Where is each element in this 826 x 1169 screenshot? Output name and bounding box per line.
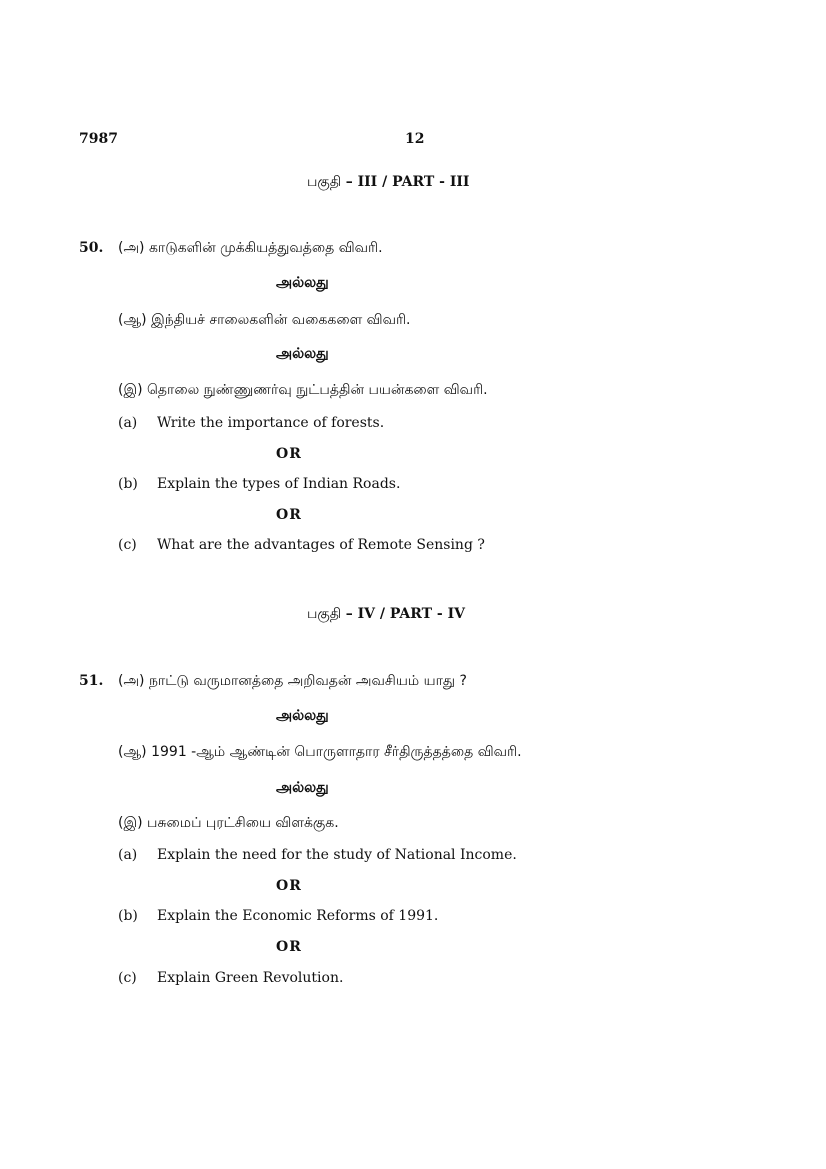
english-option-label: (b) xyxy=(118,908,138,924)
option-label: (இ) xyxy=(118,815,143,831)
option-text: நாட்டு வருமானத்தை அறிவதன் அவசியம் யாது ? xyxy=(148,673,467,689)
question-number-50: 50. xyxy=(79,240,104,256)
option-text: இந்தியச் சாலைகளின் வகைகளை விவரி. xyxy=(151,312,411,328)
section-heading-english: – III / PART - III xyxy=(345,174,470,190)
english-option-label: (c) xyxy=(118,970,137,986)
english-option-label: (b) xyxy=(118,476,138,492)
tamil-option-50-a xyxy=(118,241,383,255)
english-or-divider: OR xyxy=(276,507,302,523)
section-heading-part-iii xyxy=(307,175,469,189)
tamil-or-divider: அல்லது xyxy=(276,346,329,362)
english-or-divider: OR xyxy=(276,446,302,462)
tamil-or-divider: அல்லது xyxy=(276,275,329,291)
english-or-divider: OR xyxy=(276,878,302,894)
english-or-divider: OR xyxy=(276,939,302,955)
tamil-option-51-c xyxy=(118,816,339,830)
option-label: (அ) xyxy=(118,240,145,256)
option-label: (ஆ) xyxy=(118,744,147,760)
english-option-50-b: Explain the types of Indian Roads. xyxy=(157,476,401,492)
section-heading-tamil: பகுதி xyxy=(307,174,342,190)
english-option-label: (a) xyxy=(118,847,138,863)
option-label: (ஆ) xyxy=(118,312,147,328)
english-option-51-b: Explain the Economic Reforms of 1991. xyxy=(157,908,439,924)
option-text: 1991 -ஆம் ஆண்டின் பொருளாதார சீர்திருத்தத்தை விவரி. xyxy=(151,744,522,760)
section-heading-tamil: பகுதி xyxy=(307,606,342,622)
option-label: (அ) xyxy=(118,673,145,689)
option-text: காடுகளின் முக்கியத்துவத்தை விவரி. xyxy=(148,240,383,256)
english-option-50-a: Write the importance of forests. xyxy=(157,415,385,431)
section-heading-part-iv xyxy=(307,607,465,621)
paper-code: 7987 xyxy=(79,131,118,147)
tamil-option-51-b xyxy=(118,745,522,759)
page-number: 12 xyxy=(405,131,425,147)
english-option-label: (a) xyxy=(118,415,138,431)
tamil-or-divider: அல்லது xyxy=(276,708,329,724)
english-option-51-c: Explain Green Revolution. xyxy=(157,970,344,986)
tamil-option-50-b xyxy=(118,313,411,327)
question-number-51: 51. xyxy=(79,673,104,689)
english-option-51-a: Explain the need for the study of National Income. xyxy=(157,847,517,863)
english-option-50-c: What are the advantages of Remote Sensing ? xyxy=(157,537,485,553)
tamil-or-divider: அல்லது xyxy=(276,780,329,796)
section-heading-english: – IV / PART - IV xyxy=(345,606,465,622)
option-label: (இ) xyxy=(118,382,143,398)
option-text: பசுமைப் புரட்சியை விளக்குக. xyxy=(147,815,339,831)
tamil-option-50-c xyxy=(118,383,488,397)
option-text: தொலை நுண்ணுணர்வு நுட்பத்தின் பயன்களை விவரி. xyxy=(147,382,488,398)
tamil-option-51-a xyxy=(118,674,467,688)
english-option-label: (c) xyxy=(118,537,137,553)
